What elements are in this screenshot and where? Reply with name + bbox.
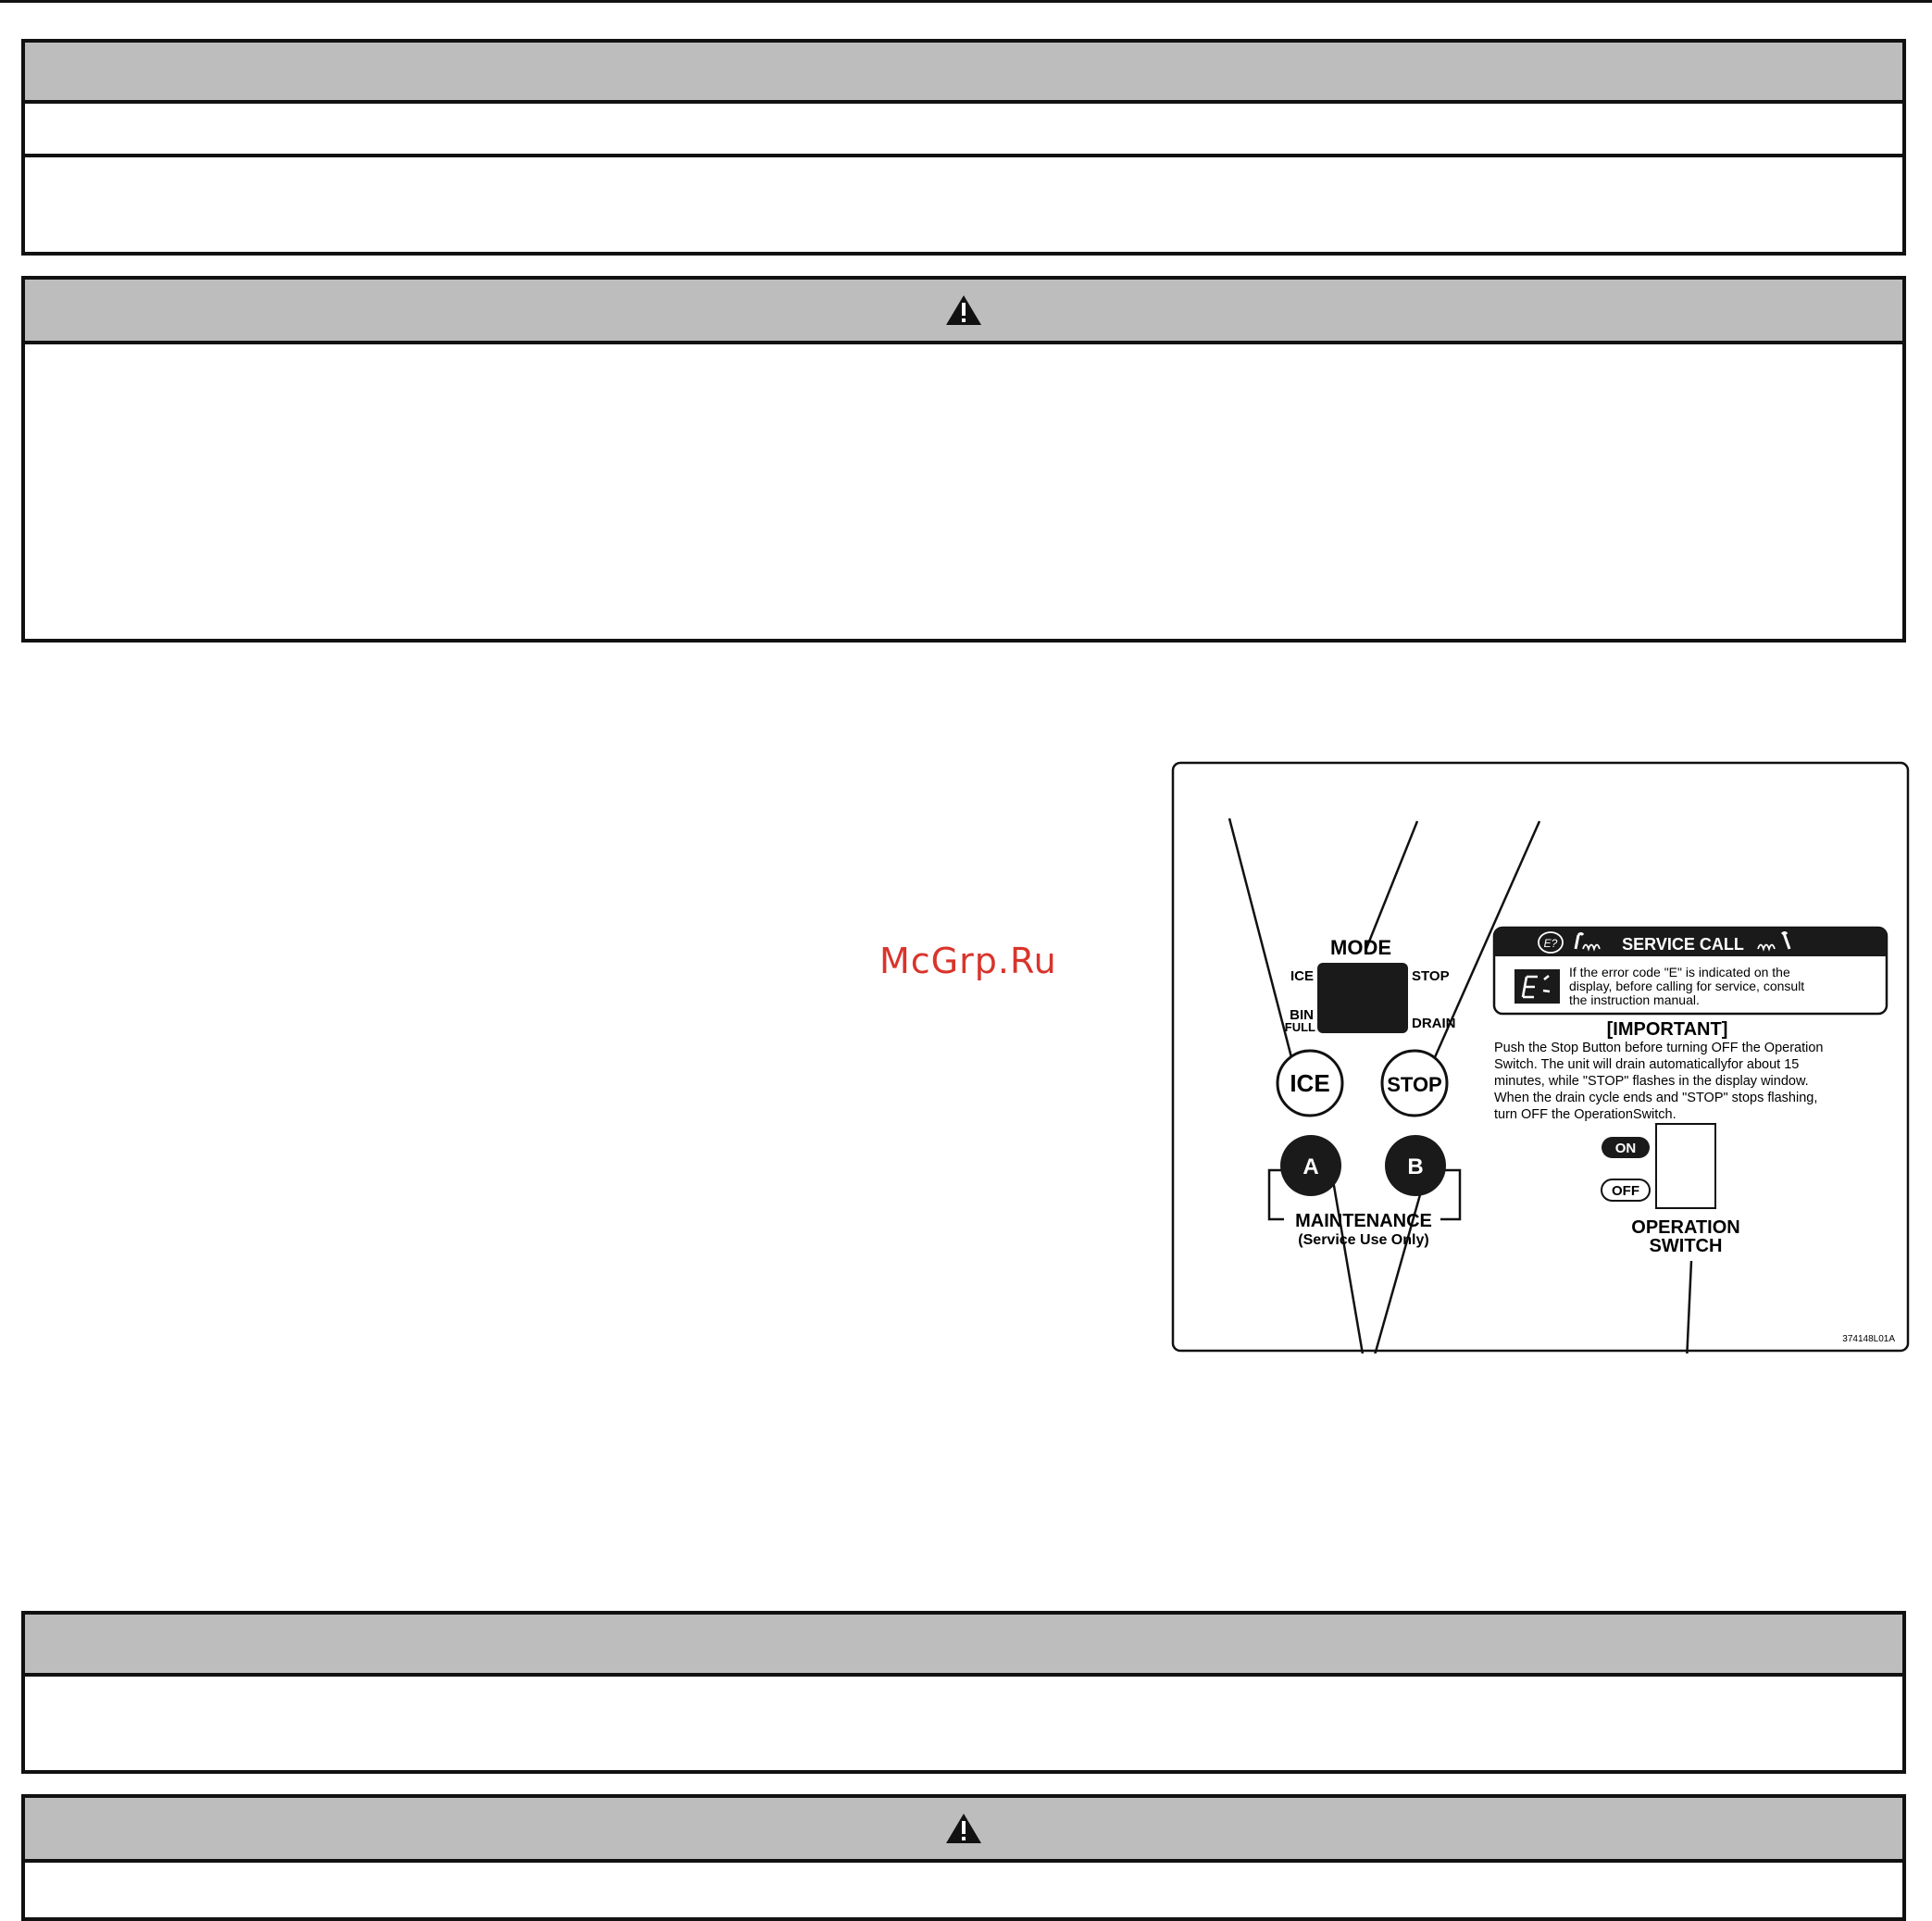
stop-button[interactable]	[1382, 1051, 1447, 1116]
service-call-title: SERVICE CALL	[1622, 935, 1744, 954]
b-button-label: B	[1407, 1154, 1424, 1179]
indicator-full-label: FULL	[1284, 1020, 1315, 1034]
mode-display-window	[1317, 963, 1408, 1033]
important-title: [IMPORTANT]	[1606, 1019, 1728, 1040]
ice-button-label: ICE	[1290, 1069, 1330, 1097]
maintenance-label: MAINTENANCE	[1295, 1211, 1432, 1231]
top-rule	[0, 0, 1932, 3]
maintenance-a-button[interactable]	[1280, 1135, 1341, 1196]
control-panel-diagram	[1171, 761, 1910, 1353]
error-display-icon	[1514, 969, 1560, 1004]
operation-switch[interactable]	[1656, 1124, 1715, 1208]
off-label: OFF	[1612, 1183, 1639, 1199]
indicator-ice-label: ICE	[1290, 968, 1314, 984]
indicator-stop-label: STOP	[1412, 968, 1450, 984]
maintenance-sub-label: (Service Use Only)	[1298, 1232, 1429, 1248]
notice-box-1	[21, 39, 1906, 256]
mode-label: MODE	[1330, 936, 1391, 959]
important-line-4: When the drain cycle ends and "STOP" stops flashing,	[1494, 1091, 1818, 1105]
important-line-2: Switch. The unit will drain automaticallyfor about 15	[1494, 1057, 1800, 1072]
operation-switch-label-1: OPERATION	[1631, 1217, 1740, 1238]
operation-switch-label-2: SWITCH	[1649, 1236, 1723, 1256]
warning-box-2-header	[25, 1798, 1902, 1863]
notice-box-1-header	[25, 43, 1902, 104]
important-line-3: minutes, while "STOP" flashes in the display window.	[1494, 1074, 1809, 1089]
notice-box-2	[21, 1611, 1906, 1774]
a-button-label: A	[1303, 1154, 1319, 1179]
warning-box-1-header	[25, 280, 1902, 344]
on-indicator	[1602, 1137, 1650, 1158]
notice-box-2-header	[25, 1615, 1902, 1677]
watermark: McGrp.Ru	[879, 941, 1057, 981]
stop-button-label: STOP	[1387, 1073, 1442, 1096]
notice-box-1-row-1	[25, 104, 1902, 157]
ice-button[interactable]	[1278, 1051, 1342, 1116]
warning-triangle-icon	[945, 1813, 982, 1844]
important-line-1: Push the Stop Button before turning OFF the Operation	[1494, 1041, 1824, 1055]
important-line-5: turn OFF the OperationSwitch.	[1494, 1107, 1676, 1122]
warning-box-1	[21, 276, 1906, 642]
maintenance-b-button[interactable]	[1385, 1135, 1446, 1196]
service-call-line-2: display, before calling for service, consult	[1569, 979, 1805, 993]
indicator-drain-label: DRAIN	[1412, 1016, 1456, 1031]
service-call-line-1: If the error code "E" is indicated on the	[1569, 965, 1790, 979]
warning-triangle-icon	[945, 294, 982, 326]
indicator-bin-label: BIN	[1290, 1007, 1314, 1023]
part-number: 374148L01A	[1842, 1334, 1895, 1344]
on-label: ON	[1614, 1141, 1637, 1156]
warning-box-2	[21, 1794, 1906, 1921]
off-indicator	[1602, 1179, 1650, 1201]
speech-bubble-text: E?	[1543, 937, 1558, 950]
notice-box-1-row-2	[25, 157, 1902, 252]
service-call-line-3: the instruction manual.	[1569, 992, 1700, 1007]
